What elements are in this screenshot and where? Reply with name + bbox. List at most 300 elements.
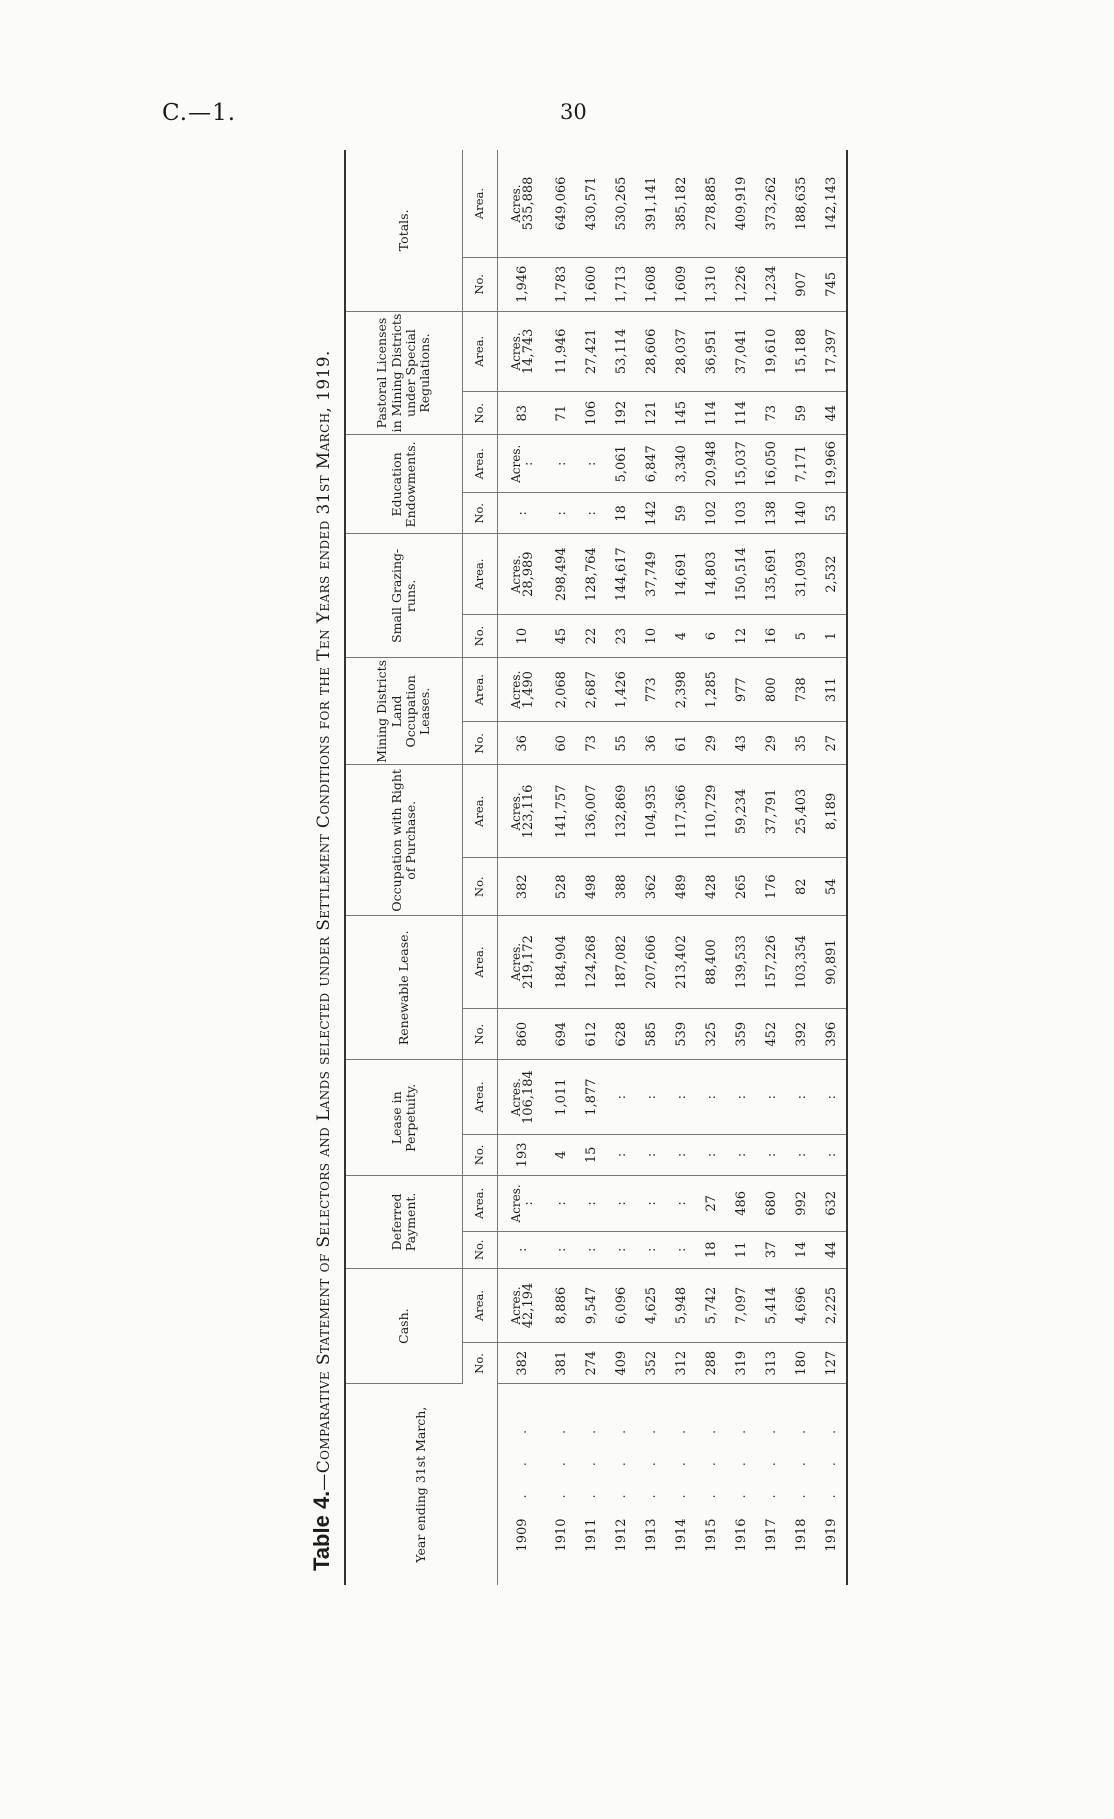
data-cell (546, 1134, 576, 1175)
cell-value: 4,696 (793, 1286, 809, 1325)
year-cell (816, 1384, 847, 1585)
cell-value: 4 (673, 631, 689, 641)
data-cell (636, 1343, 666, 1384)
cell-value: 311 (823, 677, 839, 703)
data-cell (696, 1268, 726, 1342)
cell-value: 860 (514, 1021, 530, 1047)
cell-value: 1,608 (643, 265, 659, 303)
data-cell (636, 534, 666, 614)
data-cell (786, 311, 816, 391)
data-cell (726, 1060, 756, 1134)
cell-value: 11 (733, 1241, 749, 1259)
data-cell (636, 435, 666, 493)
table-row (696, 150, 726, 1585)
year-label: 1918 (793, 1518, 809, 1552)
cell-value: : (643, 1247, 659, 1252)
data-cell (726, 493, 756, 534)
data-cell (816, 1134, 847, 1175)
subheader-no: No. (463, 614, 498, 657)
data-cell (756, 435, 786, 493)
subheader-area: Area. (463, 435, 498, 493)
data-cell (666, 1060, 696, 1134)
data-cell (786, 435, 816, 493)
year-label: 1917 (763, 1518, 779, 1552)
cell-value: 16,050 (763, 441, 779, 487)
dot-leader: . . . (703, 1417, 719, 1499)
cell-value: 278,885 (703, 176, 719, 231)
table-number: Table 4. (309, 1490, 334, 1571)
data-cell (696, 1134, 726, 1175)
cell-value: 114 (703, 400, 719, 426)
cell-value: : (613, 1247, 629, 1252)
data-cell (606, 1176, 636, 1232)
data-cell (726, 614, 756, 657)
cell-value: 382 (514, 874, 530, 900)
cell-value: : (733, 1152, 749, 1158)
cell-value: 1,285 (703, 671, 719, 709)
cell-value: 1,226 (733, 265, 749, 303)
data-cell (546, 1060, 576, 1134)
col-mining-districts-leases: Mining Districts Land Occupation Leases. (345, 658, 463, 765)
cell-value: 486 (733, 1190, 749, 1216)
subheader-area: Area. (463, 765, 498, 858)
cell-value: 61 (673, 735, 689, 752)
cell-value: 103,354 (793, 935, 809, 989)
data-cell (636, 392, 666, 435)
data-cell (666, 1008, 696, 1060)
cell-value: 528 (553, 874, 569, 900)
data-cell (576, 311, 606, 391)
data-cell (696, 392, 726, 435)
data-cell (498, 1060, 547, 1134)
cell-value: 452 (763, 1021, 779, 1047)
year-cell (666, 1384, 696, 1585)
cell-value: : (643, 1152, 659, 1158)
data-cell (576, 1008, 606, 1060)
year-cell (696, 1384, 726, 1585)
cell-value: : (583, 1201, 599, 1206)
data-cell (576, 1231, 606, 1268)
cell-value: 25,403 (793, 788, 809, 835)
cell-value: 117,366 (673, 784, 689, 839)
cell-value: : (514, 511, 530, 516)
data-cell (636, 311, 666, 391)
cell-value: 907 (793, 271, 809, 297)
cell-value: 265 (733, 874, 749, 900)
cell-value: : (763, 1152, 779, 1158)
data-cell (696, 435, 726, 493)
data-cell (606, 1134, 636, 1175)
year-label: 1909 (514, 1518, 530, 1552)
data-cell (546, 257, 576, 311)
cell-value: 37,749 (643, 551, 659, 597)
data-cell (546, 858, 576, 916)
data-cell (498, 257, 547, 311)
cell-value: 36,951 (703, 328, 719, 375)
cell-value: 5,742 (703, 1286, 719, 1325)
cell-value: 319 (733, 1350, 749, 1376)
cell-value: : (520, 461, 536, 466)
cell-value: 139,533 (733, 935, 749, 989)
cell-value: : (673, 1094, 689, 1100)
data-cell (606, 916, 636, 1009)
data-cell (666, 311, 696, 391)
data-cell (666, 1176, 696, 1232)
data-cell (546, 722, 576, 765)
data-cell (816, 1060, 847, 1134)
data-cell (576, 765, 606, 858)
cell-value: 14,743 (520, 328, 536, 375)
year-label: 1916 (733, 1518, 749, 1552)
cell-value: 27,421 (583, 328, 599, 375)
data-cell (726, 1268, 756, 1342)
data-cell (606, 435, 636, 493)
data-cell (546, 1343, 576, 1384)
cell-value: 53,114 (613, 328, 629, 375)
data-cell (786, 1343, 816, 1384)
cell-value: 381 (553, 1350, 569, 1376)
data-cell (726, 858, 756, 916)
data-cell (576, 1268, 606, 1342)
data-cell (606, 1268, 636, 1342)
data-cell (666, 435, 696, 493)
col-occupation-right-of-purchase: Occupation with Right of Purchase. (345, 765, 463, 916)
cell-value: : (823, 1152, 839, 1158)
data-cell (666, 257, 696, 311)
data-cell (786, 765, 816, 858)
subheader-no: No. (463, 722, 498, 765)
data-cell (756, 858, 786, 916)
data-cell (546, 916, 576, 1009)
data-cell (546, 1231, 576, 1268)
data-cell (816, 534, 847, 614)
cell-value: 5,061 (613, 445, 629, 483)
data-cell (576, 150, 606, 257)
data-cell (816, 722, 847, 765)
cell-value: 54 (823, 878, 839, 895)
data-cell (696, 493, 726, 534)
data-cell (498, 435, 547, 493)
data-cell (726, 1176, 756, 1232)
cell-value: 37,791 (763, 788, 779, 835)
table-row (606, 150, 636, 1585)
table-row (636, 150, 666, 1585)
data-cell (696, 614, 726, 657)
cell-value: : (613, 1152, 629, 1158)
cell-value: 17,397 (823, 328, 839, 375)
cell-value: 144,617 (613, 547, 629, 602)
cell-value: 1,011 (553, 1078, 569, 1116)
col-education-endowments: Education Endowments. (345, 435, 463, 534)
data-cell (756, 534, 786, 614)
data-cell (726, 722, 756, 765)
cell-value: 44 (823, 404, 839, 422)
data-cell (816, 493, 847, 534)
data-cell (636, 916, 666, 1009)
data-cell (576, 1134, 606, 1175)
year-label: 1910 (553, 1518, 569, 1552)
data-cell (816, 435, 847, 493)
data-cell (666, 150, 696, 257)
cell-value: 7,097 (733, 1286, 749, 1325)
cell-value: 1 (823, 631, 839, 641)
cell-value: 23 (613, 627, 629, 645)
data-cell (636, 493, 666, 534)
cell-value: 150,514 (733, 547, 749, 602)
data-cell (546, 1268, 576, 1342)
cell-value: 219,172 (520, 935, 536, 989)
data-cell (816, 1268, 847, 1342)
table-row (498, 150, 547, 1585)
data-cell (726, 658, 756, 722)
dot-leader: . . . (514, 1417, 530, 1499)
data-cell (816, 1231, 847, 1268)
cell-value: 73 (583, 735, 599, 752)
data-cell (726, 150, 756, 257)
data-cell (498, 916, 547, 1009)
data-cell (726, 257, 756, 311)
data-cell (498, 1134, 547, 1175)
data-cell (666, 658, 696, 722)
col-cash: Cash. (345, 1268, 463, 1384)
rotated-table-region (300, 150, 839, 1585)
data-cell (756, 1060, 786, 1134)
cell-value: 800 (763, 677, 779, 703)
data-cell (696, 858, 726, 916)
cell-value: 352 (643, 1350, 659, 1376)
year-cell (498, 1384, 547, 1585)
data-cell (606, 722, 636, 765)
cell-value: 409 (613, 1350, 629, 1376)
year-label: 1913 (643, 1518, 659, 1552)
cell-value: 373,262 (763, 176, 779, 231)
data-cell (696, 916, 726, 1009)
data-cell (696, 257, 726, 311)
cell-value: 585 (643, 1021, 659, 1047)
data-cell (726, 435, 756, 493)
cell-value: 1,783 (553, 265, 569, 303)
subheader-area: Area. (463, 1268, 498, 1342)
data-cell (606, 257, 636, 311)
cell-value: : (673, 1247, 689, 1252)
data-cell (498, 534, 547, 614)
cell-value: 157,226 (763, 935, 779, 989)
table-row (726, 150, 756, 1585)
cell-value: 121 (643, 400, 659, 426)
cell-value: 1,600 (583, 265, 599, 303)
year-label: 1919 (823, 1518, 839, 1552)
unit-label: Acres. (508, 942, 523, 982)
data-cell (606, 1343, 636, 1384)
data-cell (576, 257, 606, 311)
data-cell (696, 1060, 726, 1134)
data-cell (816, 1176, 847, 1232)
cell-value: 59 (793, 404, 809, 422)
cell-value: 103 (733, 500, 749, 526)
data-cell (696, 658, 726, 722)
cell-value: 184,904 (553, 935, 569, 989)
cell-value: 20,948 (703, 441, 719, 487)
cell-value: 29 (763, 735, 779, 752)
cell-value: 28,989 (520, 551, 536, 597)
data-cell (696, 1176, 726, 1232)
year-cell (576, 1384, 606, 1585)
data-cell (756, 1008, 786, 1060)
data-cell (786, 1060, 816, 1134)
data-cell (666, 1134, 696, 1175)
data-cell (816, 392, 847, 435)
cell-value: 14,691 (673, 551, 689, 597)
cell-value: 10 (514, 627, 530, 645)
cell-value: 391,141 (643, 176, 659, 231)
cell-value: 612 (583, 1021, 599, 1047)
data-cell (726, 1134, 756, 1175)
cell-value: : (763, 1094, 779, 1100)
cell-value: 106 (583, 400, 599, 426)
cell-value: 1,713 (613, 265, 629, 303)
data-cell (636, 765, 666, 858)
data-cell (756, 916, 786, 1009)
cell-value: 539 (673, 1021, 689, 1047)
data-cell (546, 614, 576, 657)
cell-value: 27 (703, 1195, 719, 1212)
subheader-no: No. (463, 257, 498, 311)
cell-value: 428 (703, 874, 719, 900)
year-label: 1915 (703, 1518, 719, 1552)
cell-value: 140 (793, 500, 809, 526)
cell-value: 82 (793, 878, 809, 895)
cell-value: 430,571 (583, 176, 599, 231)
data-cell (576, 493, 606, 534)
cell-value: 5,414 (763, 1286, 779, 1325)
data-cell (498, 1008, 547, 1060)
subheader-area: Area. (463, 311, 498, 391)
data-cell (816, 916, 847, 1009)
data-cell (666, 1268, 696, 1342)
data-cell (498, 658, 547, 722)
data-cell (816, 614, 847, 657)
cell-value: 15,037 (733, 441, 749, 487)
data-cell (786, 916, 816, 1009)
data-cell (666, 916, 696, 1009)
cell-value: : (643, 1201, 659, 1206)
data-cell (786, 534, 816, 614)
cell-value: 37,041 (733, 328, 749, 375)
cell-value: 142,143 (823, 176, 839, 231)
col-renewable-lease: Renewable Lease. (345, 916, 463, 1060)
cell-value: 142 (643, 500, 659, 526)
data-cell (726, 1231, 756, 1268)
data-cell (636, 1008, 666, 1060)
data-cell (696, 311, 726, 391)
table-row (816, 150, 847, 1585)
table-row (786, 150, 816, 1585)
data-cell (696, 765, 726, 858)
data-cell (606, 1060, 636, 1134)
cell-value: 7,171 (793, 445, 809, 483)
cell-value: : (583, 461, 599, 466)
cell-value: 298,494 (553, 547, 569, 602)
cell-value: 27 (823, 735, 839, 752)
data-cell (546, 765, 576, 858)
data-cell (756, 1231, 786, 1268)
data-cell (498, 311, 547, 391)
cell-value: 359 (733, 1021, 749, 1047)
data-cell (546, 534, 576, 614)
cell-value: : (613, 1201, 629, 1206)
cell-value: 114 (733, 400, 749, 426)
cell-value: 31,093 (793, 551, 809, 597)
cell-value: : (673, 1201, 689, 1206)
cell-value: : (553, 1201, 569, 1206)
settlement-table (344, 150, 848, 1585)
cell-value: 5 (793, 631, 809, 641)
data-cell (756, 257, 786, 311)
cell-value: : (703, 1152, 719, 1158)
data-cell (498, 722, 547, 765)
data-cell (666, 858, 696, 916)
year-label: 1912 (613, 1518, 629, 1552)
data-cell (666, 722, 696, 765)
cell-value: : (583, 511, 599, 516)
data-cell (498, 1343, 547, 1384)
data-cell (576, 722, 606, 765)
data-cell (696, 534, 726, 614)
cell-value: 362 (643, 874, 659, 900)
document-code: C.—1. (162, 100, 237, 126)
cell-value: 8,886 (553, 1286, 569, 1325)
data-cell (756, 392, 786, 435)
data-cell (546, 658, 576, 722)
data-cell (636, 1060, 666, 1134)
cell-value: 135,691 (763, 547, 779, 602)
data-cell (816, 858, 847, 916)
data-cell (546, 150, 576, 257)
cell-value: 104,935 (643, 784, 659, 839)
dot-leader: . . . (553, 1417, 569, 1499)
data-cell (606, 658, 636, 722)
cell-value: 18 (703, 1241, 719, 1259)
cell-value: 1,609 (673, 265, 689, 303)
data-cell (816, 257, 847, 311)
cell-value: 1,946 (514, 265, 530, 303)
data-cell (786, 493, 816, 534)
cell-value: 12 (733, 627, 749, 645)
cell-value: 127 (823, 1350, 839, 1376)
data-cell (786, 1134, 816, 1175)
cell-value: 312 (673, 1350, 689, 1376)
data-cell (726, 916, 756, 1009)
unit-label: Acres. (508, 332, 523, 371)
data-cell (636, 1268, 666, 1342)
data-cell (636, 1176, 666, 1232)
data-cell (498, 1176, 547, 1232)
data-cell (786, 392, 816, 435)
data-cell (756, 1268, 786, 1342)
data-cell (756, 493, 786, 534)
data-cell (786, 257, 816, 311)
data-cell (498, 614, 547, 657)
cell-value: : (673, 1152, 689, 1158)
cell-value: 124,268 (583, 935, 599, 989)
data-cell (816, 658, 847, 722)
cell-value: 180 (793, 1350, 809, 1376)
data-cell (636, 858, 666, 916)
data-cell (756, 1176, 786, 1232)
data-cell (576, 658, 606, 722)
cell-value: 136,007 (583, 784, 599, 839)
data-cell (666, 614, 696, 657)
